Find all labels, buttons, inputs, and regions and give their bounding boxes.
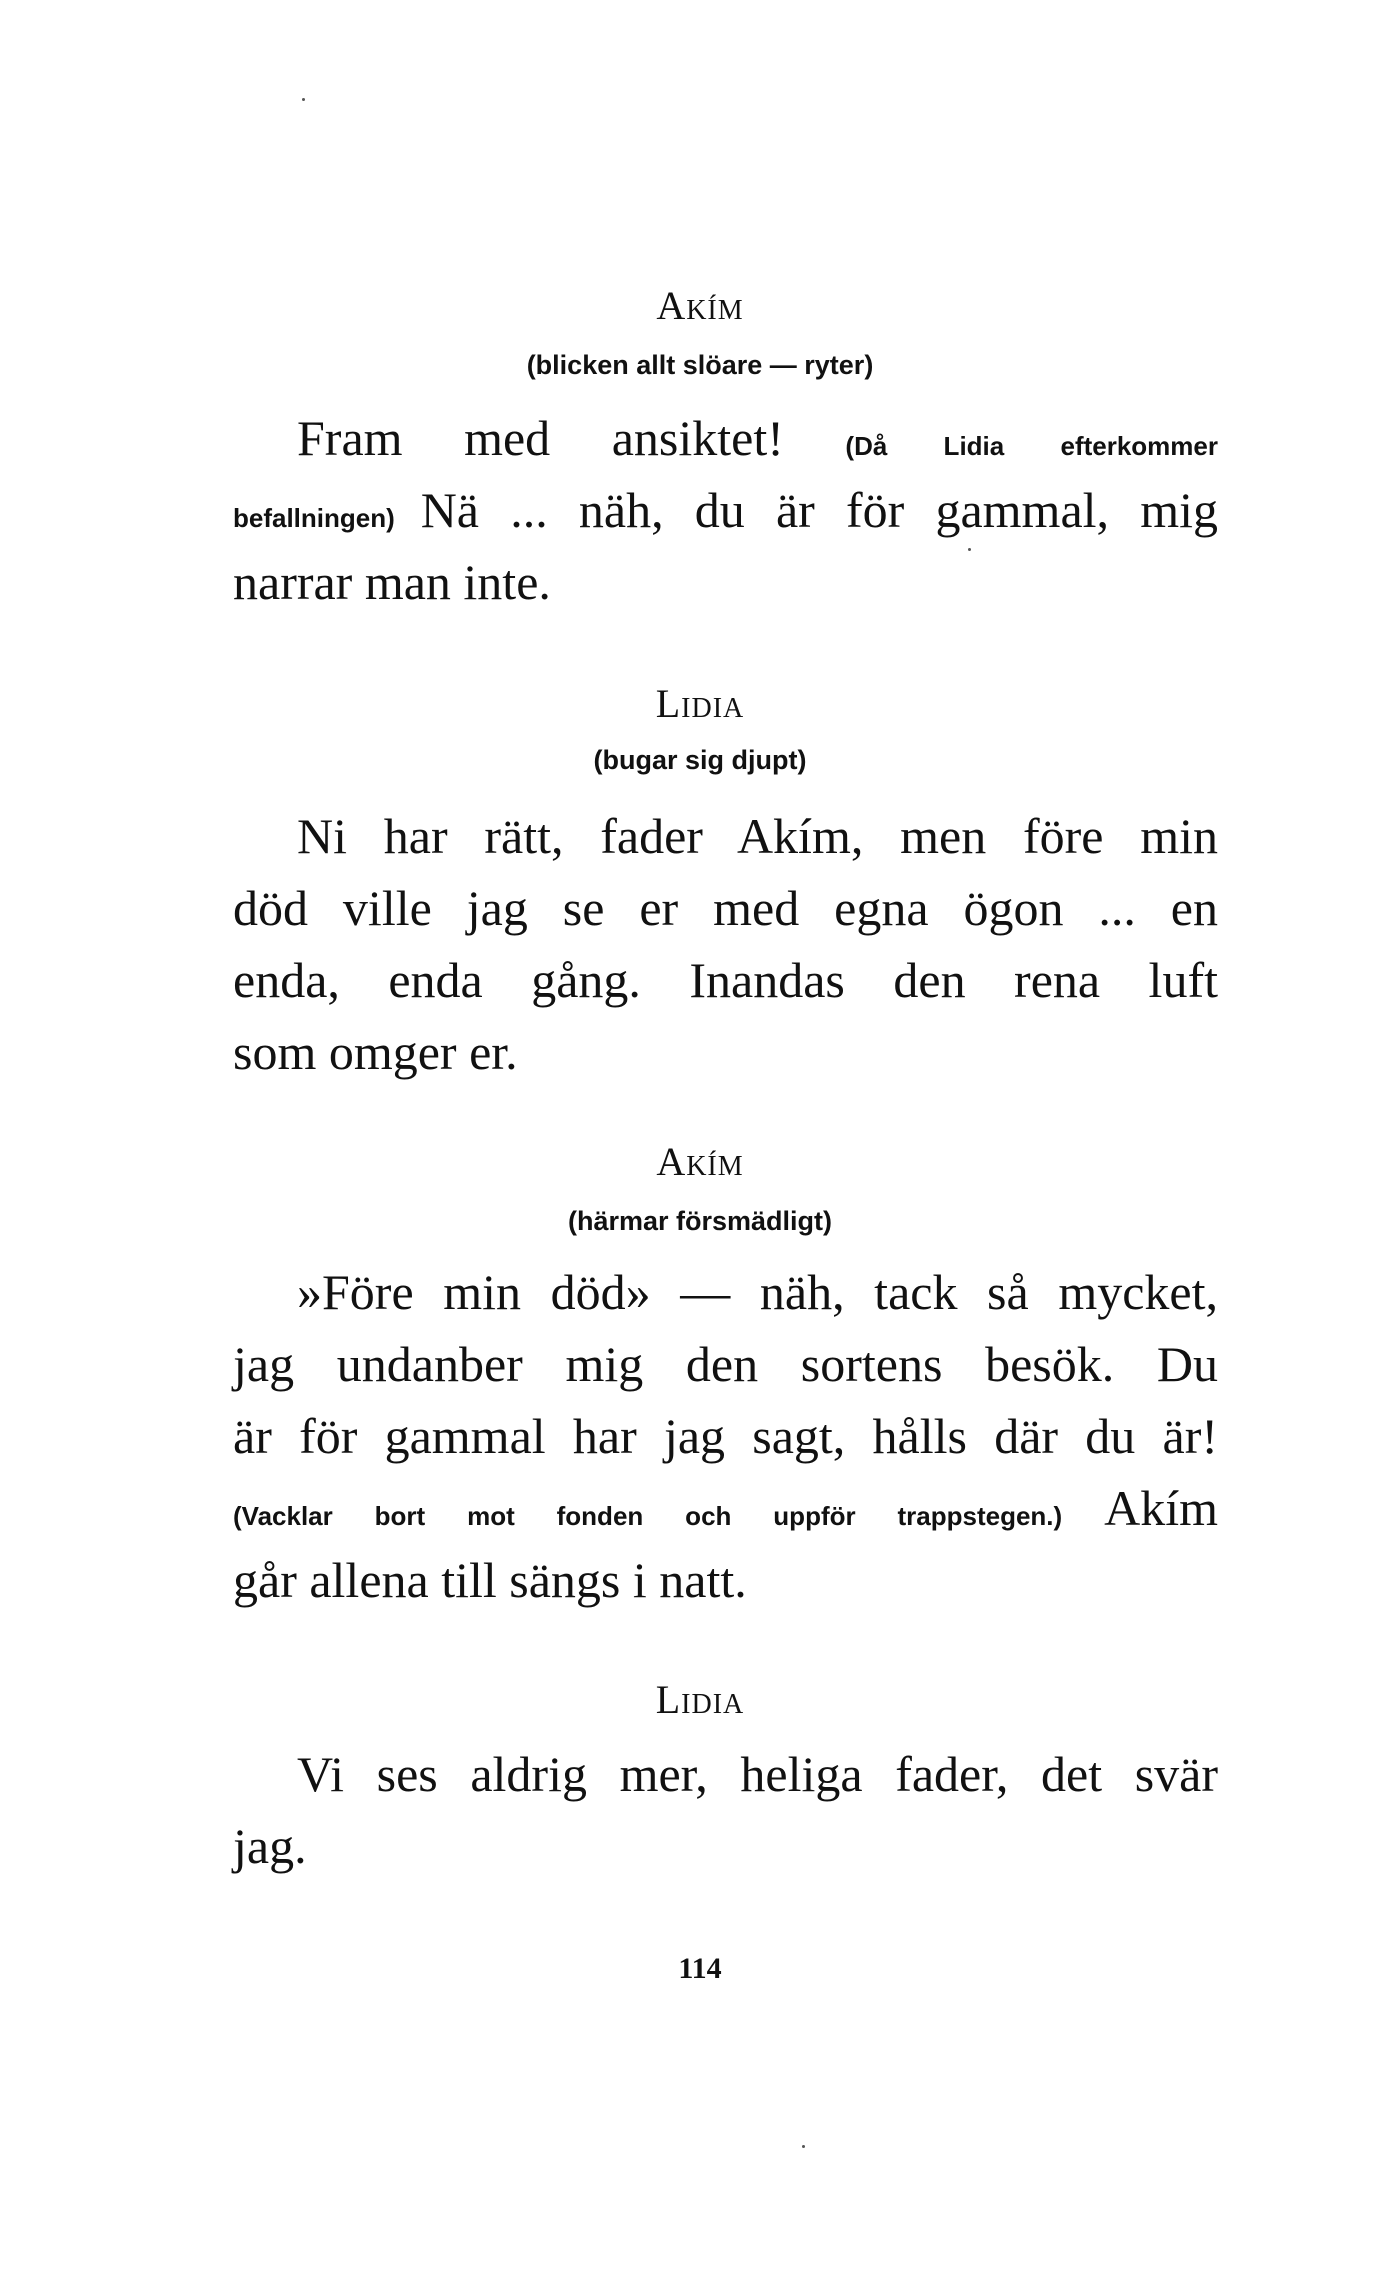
speaker-name: Lidia <box>655 681 745 726</box>
dialogue-text: Fram med ansiktet! <box>297 410 846 466</box>
stage-direction: (blicken allt slöare — ryter) <box>526 350 874 380</box>
stage-direction-inline: (Då Lidia efterkommer <box>845 431 1218 461</box>
dialogue-line <box>233 1550 1218 1610</box>
stage-direction: (härmar försmädligt) <box>567 1206 833 1236</box>
dialogue-text: Ni har rätt, fader Akím, men före min <box>297 808 1218 864</box>
dialogue-text: Vi ses aldrig mer, heliga fader, det svär <box>297 1746 1218 1802</box>
dialogue-text: är för gammal har jag sagt, hålls där du är! <box>233 1408 1218 1464</box>
scan-speck <box>302 98 305 101</box>
dialogue-line <box>233 1816 1218 1876</box>
dialogue-text: som omger er. <box>233 1024 518 1080</box>
dialogue-text: jag undanber mig den sortens besök. Du <box>233 1336 1218 1392</box>
dialogue-line <box>297 806 1218 866</box>
dialogue-text: Nä ... näh, du är för gammal, mig <box>420 482 1219 538</box>
scan-speck <box>802 2145 805 2148</box>
stage-direction: (bugar sig djupt) <box>593 745 807 775</box>
dialogue-text: »Före min död» — näh, tack så mycket, <box>297 1264 1218 1320</box>
dialogue-line <box>233 1022 1218 1082</box>
dialogue-line <box>233 1406 1218 1466</box>
dialogue-text: jag. <box>233 1818 307 1874</box>
dialogue-line <box>233 1334 1218 1394</box>
speaker-name: Akím <box>656 1139 744 1184</box>
dialogue-text: går allena till sängs i natt. <box>233 1552 747 1608</box>
dialogue-line <box>233 480 1218 548</box>
speaker-name: Akím <box>656 283 744 328</box>
speaker-name: Lidia <box>655 1677 745 1722</box>
dialogue-text: Akím <box>1104 1480 1218 1536</box>
dialogue-line <box>233 950 1218 1010</box>
dialogue-line <box>297 1262 1218 1322</box>
scan-speck <box>968 548 971 551</box>
page-number: 114 <box>678 1952 722 1985</box>
dialogue-text: enda, enda gång. Inandas den rena luft <box>233 952 1218 1008</box>
dialogue-line <box>233 1478 1218 1546</box>
dialogue-line <box>233 552 1218 612</box>
dialogue-line <box>233 878 1218 938</box>
stage-direction-inline: (Vacklar bort mot fonden och uppför trappstegen.) <box>233 1501 1105 1531</box>
stage-direction-inline: befallningen) <box>233 503 421 533</box>
dialogue-line <box>297 408 1218 476</box>
dialogue-text: död ville jag se er med egna ögon ... en <box>233 880 1218 936</box>
dialogue-line <box>297 1744 1218 1804</box>
dialogue-text: narrar man inte. <box>233 554 551 610</box>
